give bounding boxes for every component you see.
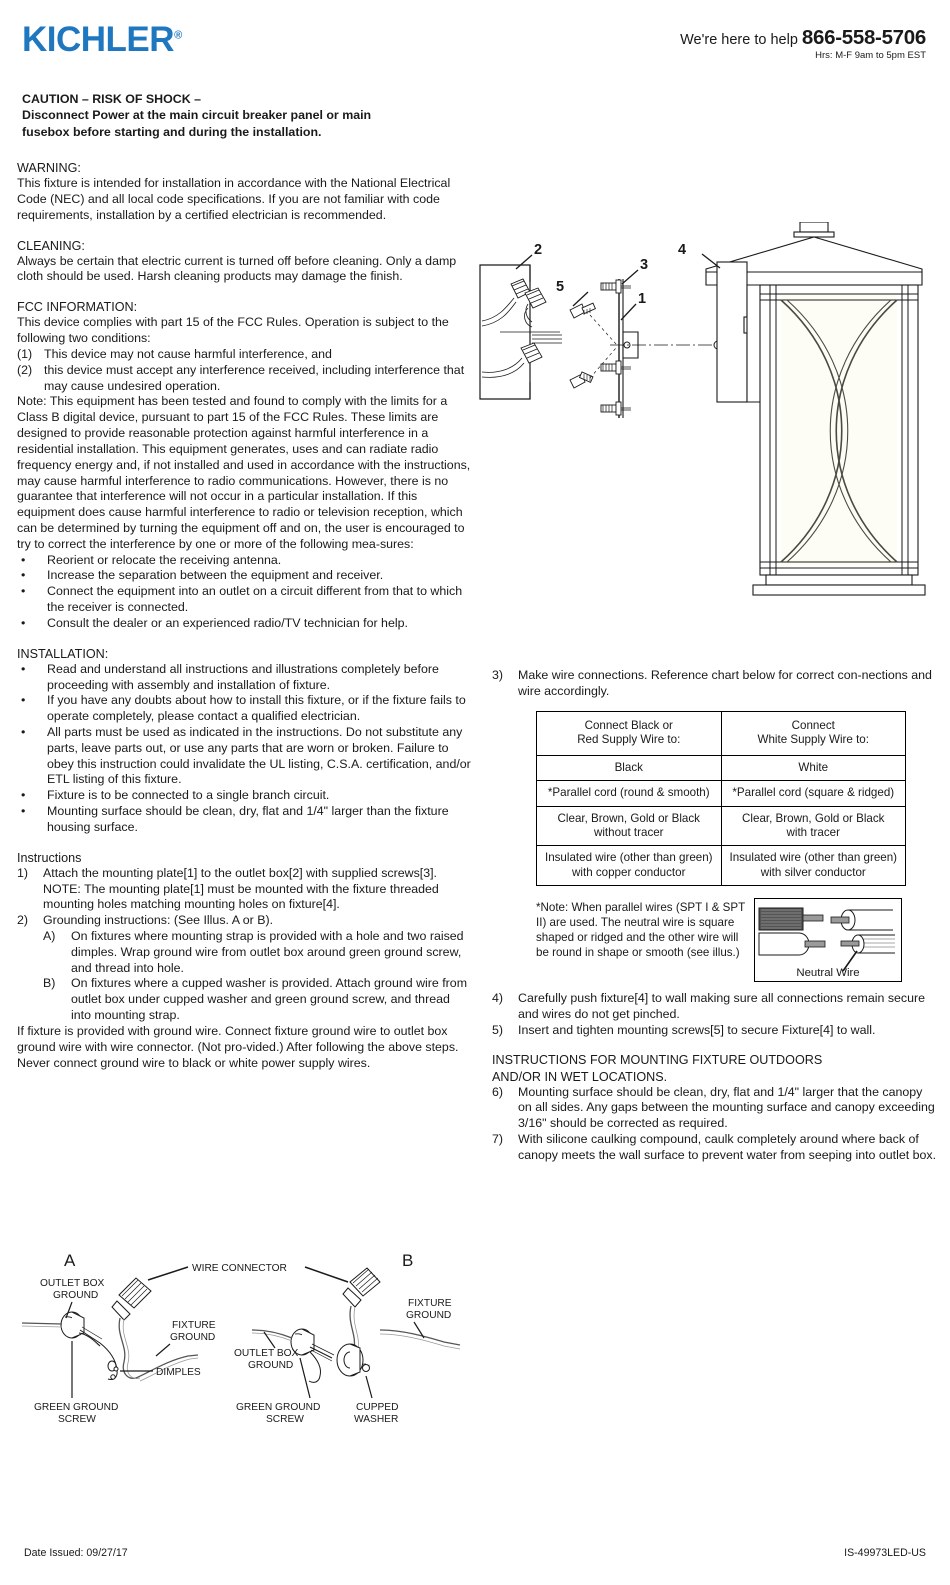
- page-footer: [0, 1525, 950, 1585]
- help-phone-number: 866-558-5706: [801, 26, 926, 49]
- spacer: [492, 1038, 938, 1052]
- fcc-measure-item: [17, 584, 473, 616]
- instruction-step-6: [492, 1085, 938, 1132]
- warning-body: This fixture is intended for installation in accordance with the National Electrical Code (NEC) and all local code specifications. If you are not familiar with code requirements, installation by a certified electrician is recommended.: [17, 176, 451, 222]
- instruction-step-2a: [43, 929, 473, 976]
- step-3-text: Make wire connections. Reference chart below for correct con-nections and wire accordingly.: [518, 668, 932, 698]
- step-7-text: With silicone caulking compound, caulk completely around where back of canopy meets the wall surface to prevent water from seeping into outlet box.: [518, 1132, 937, 1162]
- header-left-line1: Connect Black or: [584, 719, 673, 732]
- fcc-condition-2: [17, 363, 473, 395]
- brand-text: KICHLER: [22, 20, 175, 59]
- step-2b-text: On fixtures where a cupped washer is provided. Attach ground wire from outlet box under cupped washer and green ground screw, and thread into mounting strap.: [71, 976, 468, 1023]
- installation-bullet-text: If you have any doubts about how to install this fixture, or if the fixture fails to operate completely, please contact a qualified electrician.: [47, 693, 466, 724]
- table-row: [537, 846, 906, 886]
- fcc-measure-item: [17, 553, 473, 569]
- instruction-step-3: [492, 668, 938, 700]
- fcc-condition-1: [17, 347, 473, 363]
- illus-b-label: B: [402, 1251, 414, 1270]
- step-4-marker: 4): [492, 991, 504, 1005]
- fcc-condition-1-marker: (1): [17, 347, 33, 362]
- fixture-mounting-screws-illustration: [570, 303, 595, 388]
- cleaning-title: CLEANING:: [17, 238, 85, 253]
- outdoor-mounting-title-line-2: AND/OR IN WET LOCATIONS.: [492, 1069, 668, 1084]
- cell-left: [537, 846, 722, 886]
- round-cord-end-icon: [831, 910, 893, 930]
- step-1-text: Attach the mounting plate[1] to the outlet box[2] with supplied screws[3]. NOTE: The mounting plate[1] must be mounted with the fixture threaded mounting holes matching mounting holes on fixture[4].: [43, 865, 439, 912]
- step-2-marker: 2): [17, 913, 29, 928]
- step-7-marker: 7): [492, 1132, 504, 1147]
- document-code: IS-49973LED-US: [844, 1547, 926, 1559]
- instruction-step-1: [17, 866, 473, 913]
- fcc-measure-text: Increase the separation between the equipment and receiver.: [47, 568, 384, 583]
- page-header: [0, 0, 950, 72]
- help-hours: Hrs: M-F 9am to 5pm EST: [815, 50, 926, 61]
- help-line: [680, 26, 926, 50]
- callout-3: [622, 257, 648, 284]
- cell-right-line2: with silver conductor: [760, 865, 866, 879]
- step-5-text: Insert and tighten mounting screws[5] to secure Fixture[4] to wall.: [518, 1022, 876, 1037]
- fcc-intro: This device complies with part 15 of the FCC Rules. Operation is subject to the following two conditions:: [17, 315, 449, 346]
- bullet-icon: •: [21, 568, 26, 583]
- table-header-cell-left: [537, 712, 722, 756]
- caution-block: [22, 91, 492, 140]
- bullet-icon: •: [21, 661, 26, 676]
- fcc-condition-2-text: this device must accept any interference received, including interference that may cause undesired operation.: [44, 362, 465, 393]
- fcc-title: FCC INFORMATION:: [17, 300, 138, 315]
- fcc-condition-2-marker: (2): [17, 362, 33, 377]
- step-1-marker: 1): [17, 865, 29, 880]
- instruction-step-4: [492, 991, 938, 1023]
- fcc-condition-1-text: This device may not cause harmful interference, and: [44, 347, 332, 362]
- cell-left-line2: without tracer: [593, 825, 664, 839]
- mounting-strap-a: [100, 1343, 118, 1380]
- header-right-line2: White Supply Wire to:: [757, 733, 869, 747]
- illus-a-label: A: [64, 1251, 76, 1270]
- cell-left: Black: [537, 755, 722, 780]
- outlet-box-ground-wire-a: [22, 1323, 62, 1324]
- table-header-row: [537, 712, 906, 756]
- instruction-step-7: [492, 1132, 938, 1164]
- wire-table-footnote-row: [536, 898, 906, 982]
- callout-4: [678, 242, 720, 268]
- step-5-marker: 5): [492, 1022, 504, 1037]
- caution-line-1: CAUTION – RISK OF SHOCK –: [22, 92, 201, 106]
- cell-left-line1: Clear, Brown, Gold or Black: [557, 811, 700, 825]
- outlet-box-ground-label-b-l2: GROUND: [248, 1360, 294, 1371]
- outlet-box-ground-label-b-l1: OUTLET BOX: [234, 1348, 299, 1359]
- table-row: [537, 755, 906, 780]
- cupped-washer-icon: [337, 1344, 370, 1376]
- outlet-box-ground-label-a-l1: OUTLET BOX: [40, 1278, 105, 1289]
- green-ground-screw-label-a-l2: SCREW: [58, 1414, 96, 1425]
- installation-bullet: [17, 788, 473, 804]
- step-2b-marker: B): [43, 976, 56, 991]
- svg-text:2: 2: [534, 242, 543, 258]
- cleaning-section: [17, 238, 473, 286]
- step-6-marker: 6): [492, 1084, 504, 1099]
- green-ground-screw-a: [61, 1312, 102, 1346]
- mounting-screw: [601, 361, 631, 374]
- svg-text:3: 3: [640, 257, 649, 273]
- callout-5: [556, 279, 616, 378]
- cell-right-line1: Insulated wire (other than green): [729, 851, 898, 865]
- lantern-fixture-illustration: [706, 222, 925, 595]
- neutral-cord-end-icon: [841, 935, 895, 953]
- cell-left-line1: Insulated wire (other than green): [544, 851, 713, 865]
- installation-title: INSTALLATION:: [17, 646, 109, 661]
- table-row: [537, 806, 906, 846]
- kichler-logo: [22, 22, 182, 57]
- table-header-cell-right: [721, 712, 906, 756]
- callout-1: [621, 291, 646, 320]
- dimple-icon: [114, 1367, 118, 1371]
- instruction-step-2: [17, 913, 473, 929]
- step-6-text: Mounting surface should be clean, dry, flat and 1/4" larger that the canopy on all sides. Any gaps between the mounting surface and canopy exceeding 3/16" should be corrected as required.: [518, 1084, 935, 1131]
- dimple-icon: [111, 1375, 115, 1379]
- cell-right: [721, 846, 906, 886]
- leader-wire-connector-b: [305, 1267, 348, 1282]
- neutral-wire-illustration: [754, 898, 902, 982]
- cell-left: [537, 806, 722, 846]
- outdoor-mounting-title-line-1: INSTRUCTIONS FOR MOUNTING FIXTURE OUTDOORS: [492, 1053, 823, 1068]
- bullet-icon: •: [21, 615, 26, 630]
- registered-trademark-icon: ®: [174, 29, 183, 42]
- instructions-title: Instructions: [17, 850, 82, 865]
- wire-nut-b: [343, 1268, 380, 1307]
- grounding-illustrations: [20, 1238, 480, 1428]
- cell-right: *Parallel cord (square & ridged): [721, 781, 906, 806]
- neutral-wire-caption: Neutral Wire: [796, 967, 860, 979]
- mounting-screw: [601, 402, 631, 415]
- step-2-tail-text: If fixture is provided with ground wire. Connect fixture ground wire to outlet box ground wire with wire connector. (Not pro-vided.) After following the above steps. Never connect ground wire to black or white power supply wires.: [17, 1023, 459, 1070]
- help-prefix: We're here to help: [680, 32, 802, 48]
- fcc-section: [17, 299, 473, 631]
- green-ground-screw-label-b-l1: GREEN GROUND: [236, 1402, 321, 1413]
- left-column: [17, 160, 473, 1071]
- caution-line-3: fusebox before starting and during the installation.: [22, 124, 322, 139]
- outlet-box-illustration: [480, 265, 565, 399]
- installation-section: [17, 646, 473, 836]
- cupped-washer-label-l2: WASHER: [354, 1414, 399, 1425]
- bullet-icon: •: [21, 552, 26, 567]
- wire-connection-table-wrap: [536, 711, 906, 886]
- illus-a-group: [22, 1278, 216, 1425]
- fixture-ground-label-b-l2: GROUND: [406, 1310, 452, 1321]
- illus-b-group: [234, 1268, 460, 1425]
- fcc-measure-item: [17, 568, 473, 584]
- cell-right: [721, 806, 906, 846]
- mounting-screw: [601, 280, 631, 293]
- step-2a-text: On fixtures where mounting strap is provided with a hole and two raised dimples. Wrap ground wire from outlet box around green ground screw, and thread into hole.: [71, 929, 464, 975]
- right-column-steps: [492, 991, 938, 1164]
- bullet-icon: •: [21, 725, 26, 739]
- instruction-step-5: [492, 1023, 938, 1039]
- cupped-washer-label-l1: CUPPED: [356, 1402, 399, 1413]
- date-issued: Date Issued: 09/27/17: [24, 1547, 128, 1559]
- wire-connector-label: WIRE CONNECTOR: [192, 1263, 287, 1274]
- header-right-line1: Connect: [791, 719, 835, 732]
- instructions-section: [17, 850, 473, 1072]
- installation-bullet: [17, 662, 473, 694]
- cell-right-line2: with tracer: [786, 825, 840, 839]
- right-column-step3: [492, 668, 938, 700]
- step-2-text: Grounding instructions: (See Illus. A or B).: [43, 913, 274, 928]
- fcc-note: Note: This equipment has been tested and found to comply with the limits for a Class B digital device, pursuant to part 15 of the FCC Rules. These limits are designed to provide reasonable protection against harmful interference in a residential installation. This equipment generates, uses and can radiate radio frequency energy and, if not installed and used in accordance with the instructions, may cause harmful interference to radio communications. However, there is no guarantee that interference will not occur in a particular installation. If this equipment does cause harmful interference to radio or television reception, which can be determined by turning the equipment off and on, the user is encouraged to try to correct the interference by one or more of the following mea-sures:: [17, 394, 471, 551]
- installation-bullet-text: Fixture is to be connected to a single branch circuit.: [47, 788, 330, 803]
- fixture-ground-label-b-l1: FIXTURE: [408, 1298, 452, 1309]
- svg-text:4: 4: [678, 242, 687, 258]
- step-3-marker: 3): [492, 668, 504, 682]
- installation-bullet-text: Read and understand all instructions and illustrations completely before proceeding with assembly and installation of fixture.: [47, 661, 439, 692]
- mounting-strap-b: [309, 1352, 321, 1382]
- installation-bullet: [17, 693, 473, 725]
- cell-right-line1: Clear, Brown, Gold or Black: [742, 811, 885, 825]
- header-left-line2: Red Supply Wire to:: [577, 733, 681, 747]
- outlet-box-ground-label-a-l2: GROUND: [53, 1290, 99, 1301]
- cell-left-line2: with copper conductor: [572, 865, 686, 879]
- svg-text:1: 1: [638, 291, 647, 307]
- bullet-icon: •: [21, 804, 26, 819]
- cell-left: *Parallel cord (round & smooth): [537, 781, 722, 806]
- bullet-icon: •: [21, 584, 26, 599]
- bullet-icon: •: [21, 693, 26, 708]
- leader-wire-connector-a: [148, 1267, 188, 1280]
- green-ground-screw-label-b-l2: SCREW: [266, 1414, 304, 1425]
- fcc-measure-text: Connect the equipment into an outlet on a circuit different from that to which the receiver is connected.: [47, 584, 463, 615]
- ridged-cord-icon: [759, 908, 823, 930]
- step-2a-marker: A): [43, 929, 56, 944]
- cleaning-body: Always be certain that electric current is turned off before cleaning. Only a damp cloth should be used. Harsh cleaning products may damage the finish.: [17, 253, 457, 284]
- warning-section: [17, 160, 473, 224]
- wire-nut-a: [112, 1278, 151, 1320]
- installation-bullet-text: Mounting surface should be clean, dry, flat and 1/4" larger than the fixture housing surface.: [47, 804, 449, 834]
- outlet-box-ground-wire-b: [252, 1330, 292, 1338]
- wire-connection-table: [536, 711, 906, 886]
- bullet-icon: •: [21, 788, 26, 803]
- installation-bullet: [17, 725, 473, 788]
- step-4-text: Carefully push fixture[4] to wall making sure all connections remain secure and wires do not get pinched.: [518, 991, 926, 1021]
- table-row: [537, 781, 906, 806]
- smooth-cord-icon: [759, 933, 825, 955]
- instruction-step-2b: [43, 976, 473, 1023]
- installation-bullet: [17, 804, 473, 836]
- cell-right: White: [721, 755, 906, 780]
- dimples-label: DIMPLES: [156, 1367, 201, 1378]
- svg-text:5: 5: [556, 279, 565, 295]
- fixture-assembly-diagram: [470, 222, 940, 652]
- mounting-plate-illustration: [601, 279, 638, 418]
- fcc-measure-text: Reorient or relocate the receiving antenna.: [47, 552, 282, 567]
- caution-line-2: Disconnect Power at the main circuit breaker panel or main: [22, 108, 372, 123]
- fcc-measure-item: [17, 616, 473, 632]
- green-ground-screw-label-a-l1: GREEN GROUND: [34, 1402, 119, 1413]
- wire-table-footnote: *Note: When parallel wires (SPT I & SPT II) are used. The neutral wire is square shaped or ridged and the other wire will be round in shape or smooth (see illus.): [536, 901, 745, 960]
- fixture-ground-label-a-l2: GROUND: [170, 1332, 216, 1343]
- fixture-ground-label-a-l1: FIXTURE: [172, 1320, 216, 1331]
- warning-title: WARNING:: [17, 161, 81, 175]
- fcc-measure-text: Consult the dealer or an experienced radio/TV technician for help.: [47, 615, 408, 630]
- installation-bullet-text: All parts must be used as indicated in the instructions. Do not substitute any parts, leave parts out, or use any parts that are worn or broken. Failure to obey this instruction could invalidate the UL listing, C.S.A. certification, and/or ETL listing of this fixture.: [47, 725, 471, 787]
